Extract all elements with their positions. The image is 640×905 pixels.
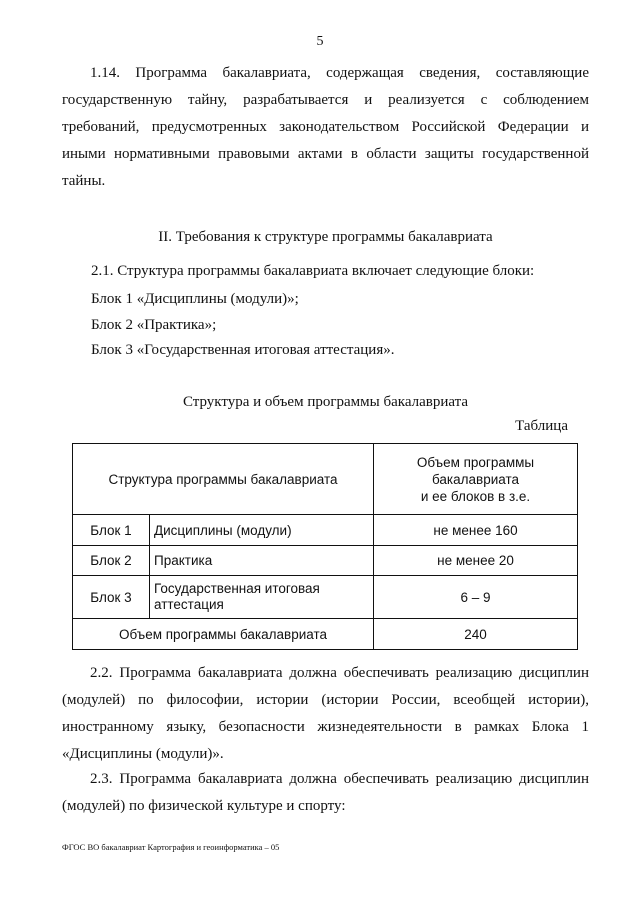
row-name: Дисциплины (модули) [150,515,374,546]
table-row [73,546,578,576]
row-name: Практика [150,546,374,576]
footer-text: ФГОС ВО бакалавриат Картография и геоинформатика – 05 [62,842,280,852]
row-name: Государственная итоговая аттестация [150,576,374,619]
header-volume [374,444,578,515]
block-1-line: Блок 1 «Дисциплины (модули)»; [91,291,299,307]
header-volume-line3: и ее блоков в з.е. [420,488,531,504]
table-row [73,576,578,619]
row-value: не менее 20 [374,546,578,576]
row-block: Блок 2 [73,546,150,576]
row-block: Блок 1 [73,515,150,546]
header-volume-line1: Объем программы [416,454,535,470]
header-volume-line2: бакалавриата [432,471,519,487]
row-block: Блок 3 [73,576,150,619]
total-label: Объем программы бакалавриата [73,619,374,650]
table-total-row [73,619,578,650]
total-value: 240 [374,619,578,650]
paragraph-2-3: 2.3. Программа бакалавриата должна обеспечивать реализацию дисциплин (модулей) по физической культуре и спорту: [62,771,589,814]
table-title: Структура и объем программы бакалавриата [182,394,469,410]
table-row [73,515,578,546]
row-value: 6 – 9 [374,576,578,619]
paragraph-1-14: 1.14. Программа бакалавриата, содержащая сведения, составляющие государственную тайну, разрабатывается и реализуется с соблюдением требований, предусмотренных законодательством Российской Федерации и иными нормативными правовыми актами в области защиты государственной тайны. [62,65,589,189]
header-structure: Структура программы бакалавриата [73,444,374,515]
block-3-line: Блок 3 «Государственная итоговая аттестация». [91,342,395,358]
row-value: не менее 160 [374,515,578,546]
section-title: II. Требования к структуре программы бакалавриата [158,229,493,245]
page-number: 5 [316,34,324,49]
structure-table [72,443,578,650]
paragraph-2-2: 2.2. Программа бакалавриата должна обеспечивать реализацию дисциплин (модулей) по философии, истории (истории России, всеобщей истории), иностранному языку, безопасности жизнедеятельности в рамках Блока 1 «Дисциплины (модули)». [62,665,589,762]
block-2-line: Блок 2 «Практика»; [91,317,217,333]
table-header-row [73,444,578,515]
table-label: Таблица [515,418,568,434]
paragraph-2-1: 2.1. Структура программы бакалавриата включает следующие блоки: [91,263,535,279]
